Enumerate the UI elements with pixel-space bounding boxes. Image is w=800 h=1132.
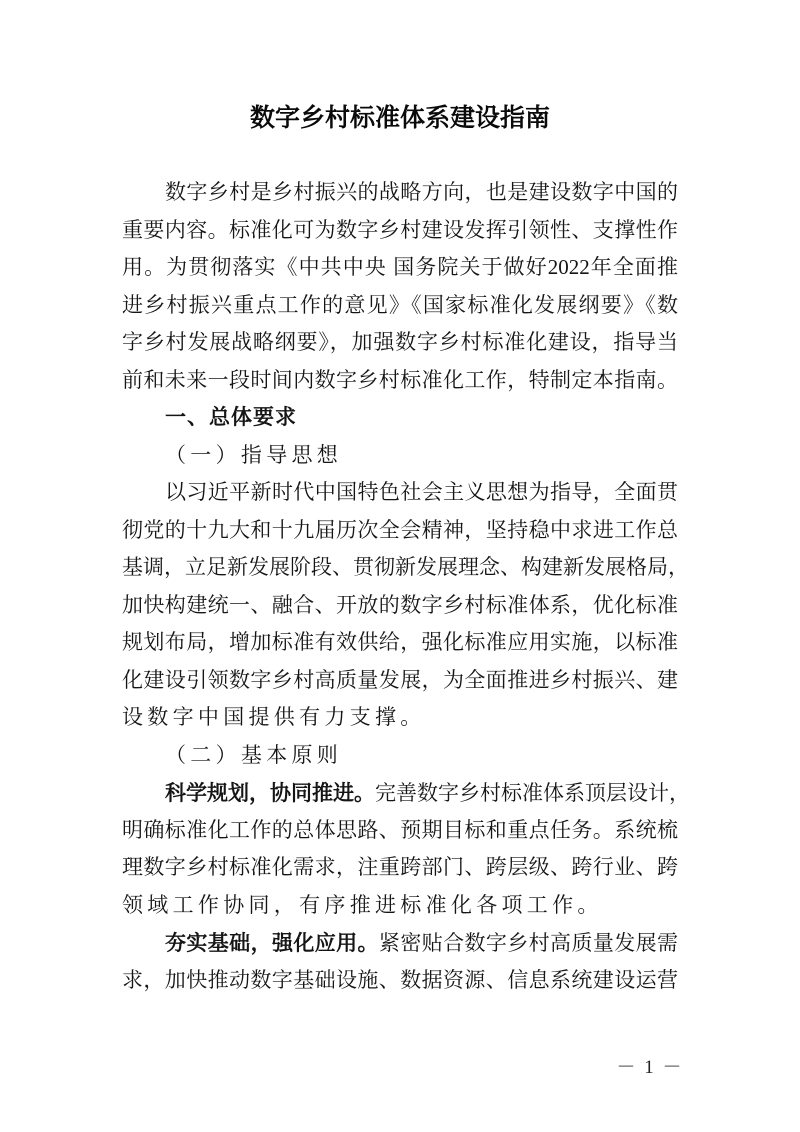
paragraph-line: 领域工作协同，有序推进标准化各项工作。 <box>122 892 603 917</box>
page-number: － 1 － <box>616 1057 684 1078</box>
principle-lead: 科学规划，协同推进。 <box>165 780 375 805</box>
principle-text: 完善数字乡村标准体系顶层设计， <box>375 781 690 805</box>
principle-paragraph-solid-foundation <box>122 924 678 999</box>
paragraph-line: 数字乡村是乡村振兴的战略方向，也是建设数字中国的 <box>165 180 678 204</box>
paragraph-line: 用。为贯彻落实《中共中央 国务院关于做好2022年全面推 <box>122 255 678 279</box>
paragraph-line: 明确标准化工作的总体思路、预期目标和重点任务。系统梳 <box>122 817 678 842</box>
intro-paragraph <box>122 174 678 399</box>
principle-paragraph-scientific-planning <box>122 774 690 924</box>
subsection-heading-guiding-ideology: （一）指导思想 <box>165 442 343 467</box>
guiding-ideology-paragraph <box>122 474 689 737</box>
paragraph-line <box>122 924 678 962</box>
paragraph-line: 彻党的十九大和十九届历次全会精神，坚持稳中求进工作总 <box>122 517 678 542</box>
paragraph-line: 字乡村发展战略纲要》，加强数字乡村标准化建设，指导当 <box>122 330 678 354</box>
paragraph-line: 理数字乡村标准化需求，注重跨部门、跨层级、跨行业、跨 <box>122 855 678 879</box>
paragraph-line <box>122 774 690 812</box>
paragraph-line: 规划布局，增加标准有效供给，强化标准应用实施，以标准 <box>122 630 678 654</box>
section-heading-general-requirements: 一、总体要求 <box>165 405 297 429</box>
paragraph-line: 化建设引领数字乡村高质量发展，为全面推进乡村振兴、建 <box>122 667 678 692</box>
principle-lead: 夯实基础，强化应用。 <box>165 930 379 955</box>
paragraph-line: 以习近平新时代中国特色社会主义思想为指导，全面贯 <box>165 480 678 504</box>
document-title: 数字乡村标准体系建设指南 <box>249 103 550 132</box>
paragraph-line: 重要内容。标准化可为数字乡村建设发挥引领性、支撑性作 <box>122 217 678 242</box>
document-body <box>122 174 690 999</box>
paragraph-line: 前和未来一段时间内数字乡村标准化工作，特制定本指南。 <box>122 367 678 392</box>
paragraph-line: 设数字中国提供有力支撑。 <box>122 705 426 729</box>
subsection-heading-basic-principles: （二）基本原则 <box>165 742 343 767</box>
paragraph-line: 加快构建统一、融合、开放的数字乡村标准体系，优化标准 <box>122 592 678 617</box>
paragraph-line: 进乡村振兴重点工作的意见》《国家标准化发展纲要》《数 <box>122 292 678 317</box>
principle-text: 紧密贴合数字乡村高质量发展需 <box>378 931 679 955</box>
paragraph-line: 求，加快推动数字基础设施、数据资源、信息系统建设运营 <box>122 967 678 992</box>
paragraph-line: 基调，立足新发展阶段、贯彻新发展理念、构建新发展格局， <box>122 555 689 579</box>
